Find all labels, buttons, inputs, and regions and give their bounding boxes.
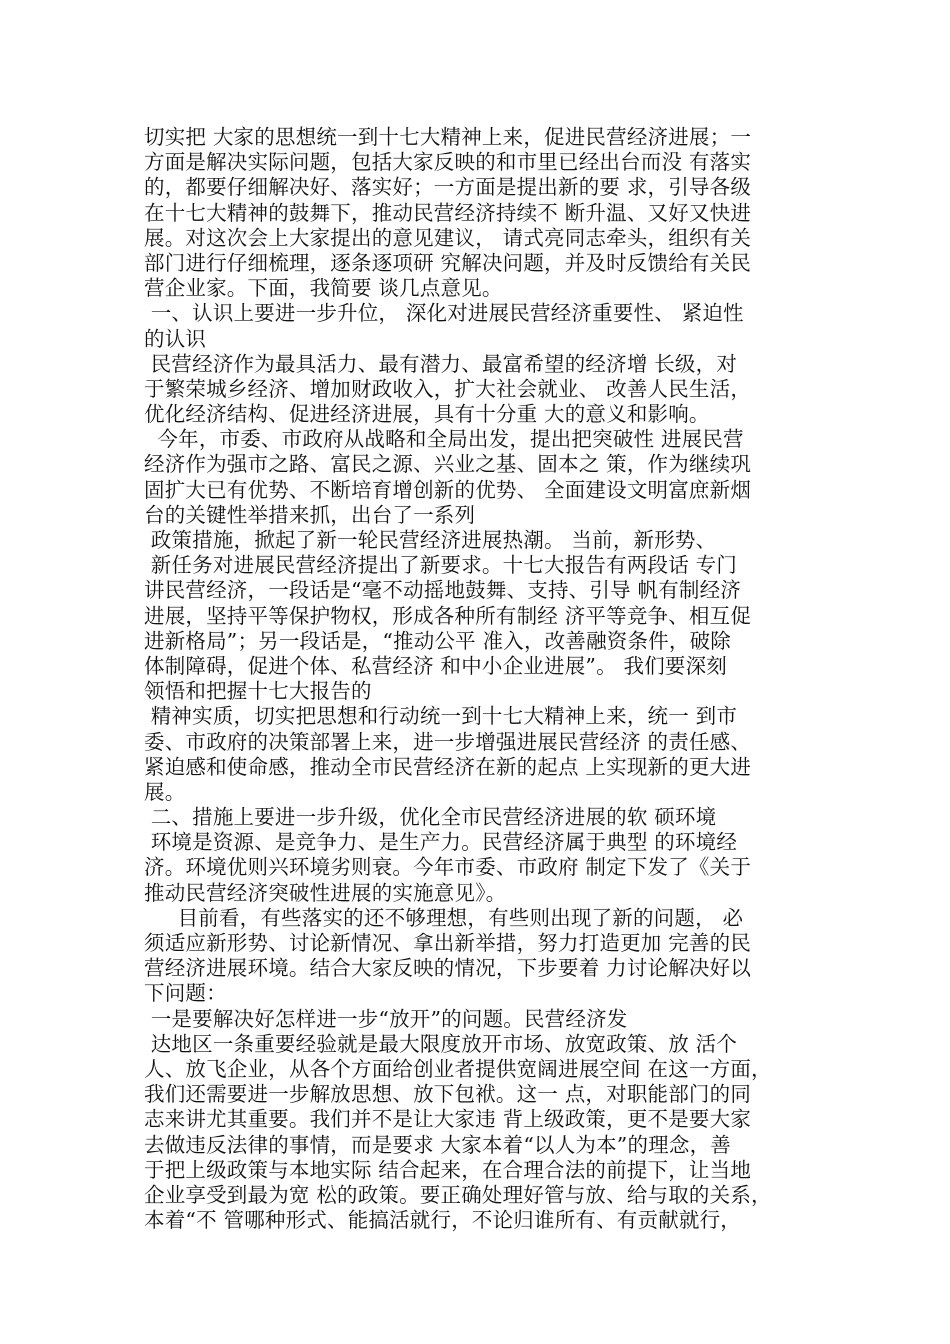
text-line: 在十七大精神的鼓舞下，推动民营经济持续不 断升温、又好又快进: [144, 200, 752, 225]
text-line: 营企业家。下面，我简要 谈几点意见。: [144, 276, 503, 301]
text-line: 领悟和把握十七大报告的: [144, 679, 372, 704]
text-line: 志来讲尤其重要。我们并不是让大家违 背上级政策，更不是要大家: [144, 1107, 752, 1132]
text-line: 方面是解决实际问题，包括大家反映的和市里已经出台而没 有落实: [144, 150, 752, 175]
text-line: 切实把 大家的思想统一到十七大精神上来，促进民营经济进展；一: [144, 125, 752, 149]
document-body: [144, 125, 812, 1233]
text-line: 讲民营经济，一段话是“毫不动摇地鼓舞、支持、引导 帆有制经济: [144, 578, 741, 603]
text-line: 台的关键性举措来抓，出台了一系列: [144, 502, 476, 527]
text-line: 政策措施，掀起了新一轮民营经济进展热潮。 当前，新形势、: [144, 528, 717, 552]
text-line: 环境是资源、是竞争力、是生产力。民营经济属于典型 的环境经: [144, 830, 738, 855]
text-line: 济。环境优则兴环境劣则衰。今年市委、市政府 制定下发了《关于: [144, 855, 752, 880]
text-line: 今年，市委、市政府从战略和全局出发，提出把突破性 进展民营: [144, 427, 744, 452]
text-line: 展。: [144, 779, 186, 804]
text-line: 进展，坚持平等保护物权，形成各种所有制经 济平等竞争、相互促: [144, 603, 752, 628]
text-line: 民营经济作为最具活力、最有潜力、最富希望的经济增 长级，对: [144, 351, 738, 376]
text-line: 目前看，有些落实的还不够理想，有些则出现了新的问题， 必: [144, 905, 744, 930]
text-line: 的，都要仔细解决好、落实好；一方面是提出新的要 求，引导各级: [144, 175, 752, 200]
text-line: 经济作为强市之路、富民之源、兴业之基、固本之 策，作为继续巩: [144, 452, 752, 477]
text-line: 推动民营经济突破性进展的实施意见》。: [144, 880, 507, 905]
text-line: 二、措施上要进一步升级，优化全市民营经济进展的软 硕环境: [144, 805, 717, 830]
text-line: 本着“不 管哪种形式、能搞活就行，不论归谁所有、有贡献就行，: [144, 1208, 741, 1233]
text-line: 须适应新形势、讨论新情况、拿出新举措，努力打造更加 完善的民: [144, 931, 752, 955]
text-line: 新任务对进展民营经济提出了新要求。十七大报告有两段话 专门: [144, 553, 738, 578]
text-line: 企业享受到最为宽 松的政策。要正确处理好管与放、给与取的关系，: [144, 1182, 772, 1207]
text-line: 人、放飞企业，从各个方面给创业者提供宽阔进展空间 在这一方面，: [144, 1056, 772, 1081]
text-line: 营经济进展环境。结合大家反映的情况，下步要着 力讨论解决好以: [144, 956, 752, 981]
text-line: 一、认识上要进一步升位， 深化对进展民营经济重要性、 紧迫性: [144, 301, 744, 326]
text-line: 委、市政府的决策部署上来，进一步增强进展民营经济 的责任感、: [144, 729, 752, 754]
text-line: 我们还需要进一步解放思想、放下包袱。这一 点，对职能部门的同: [144, 1082, 752, 1107]
text-line: 去做违反法律的事情，而是要求 大家本着“以人为本”的理念，善: [144, 1132, 731, 1157]
text-line: 精神实质，切实把思想和行动统一到十七大精神上来，统一 到市: [144, 704, 738, 729]
text-line: 进新格局”；另一段话是，“推动公平 准入，改善融资条件，破除: [144, 628, 731, 653]
text-line: 固扩大已有优势、不断培育增创新的优势、 全面建设文明富庶新烟: [144, 477, 752, 502]
text-line: 于把上级政策与本地实际 结合起来，在合理合法的前提下，让当地: [144, 1157, 752, 1182]
text-line: 的认识: [144, 326, 207, 351]
text-line: 展。对这次会上大家提出的意见建议， 请式亮同志牵头，组织有关: [144, 225, 752, 250]
text-line: 体制障碍，促进个体、私营经济 和中小企业进展”。 我们要深刻: [144, 653, 728, 678]
text-line: 下问题：: [144, 981, 227, 1006]
text-line: 达地区一条重要经验就是最大限度放开市场、放宽政策、放 活个: [144, 1031, 738, 1056]
text-line: 于繁荣城乡经济、增加财政收入，扩大社会就业、 改善人民生活，: [144, 376, 752, 401]
text-line: 部门进行仔细梳理，逐条逐项研 究解决问题，并及时反馈给有关民: [144, 250, 752, 275]
text-line: 优化经济结构、促进经济进展，具有十分重 大的意义和影响。: [144, 402, 710, 427]
text-line: 紧迫感和使命感，推动全市民营经济在新的起点 上实现新的更大进: [144, 754, 752, 779]
text-line: 一是要解决好怎样进一步“放开”的问题。民营经济发: [144, 1006, 628, 1031]
